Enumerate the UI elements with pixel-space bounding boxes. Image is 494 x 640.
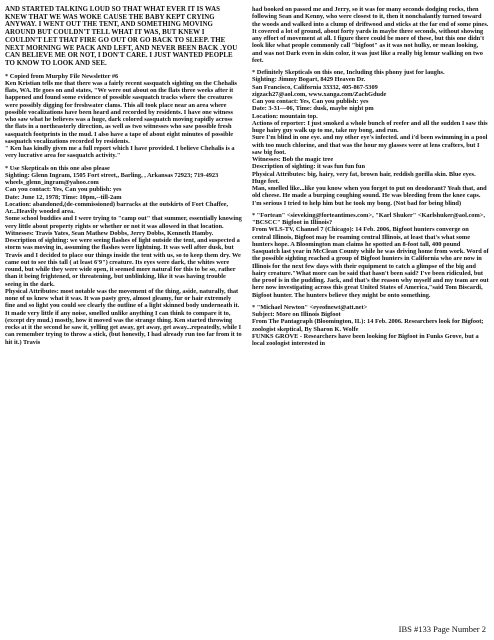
- sighting2-smell: Man, smelled like...like you know when you forget to put on deodorant? Yeah that, and old cheese. He made a burping coughing sound. He was bleeding from the knee caps. I'm serious I tried to help him but he took my bong. (Not bad for being blind): [252, 185, 487, 207]
- sighting2-contact: Can you contact: Yes, Can you publish: yes: [252, 98, 369, 105]
- phony-note: * Definitely Skepticals on this one, Including this phony just for laughs.: [252, 69, 445, 76]
- camp-paragraph: Some school buddies and I were trying to "camp out" that summer, essentially knowing very little about property rights or whether or not it was allowed in that location.: [5, 215, 242, 230]
- sighting-header: Sighting: Glenn Ingram, 1505 Fort street,, Barling, , Arkansas 72923; 719-4923: [5, 171, 219, 179]
- sighting2-date: Date: 3-31—06, Time: dusk, maybe night pm: [252, 105, 374, 113]
- story-ending: AND STARTED TALKING LOUD SO THAT WHAT EVER IT IS WAS KNEW THAT WE WAS WOKE CAUSE THE BABY KEPT CRYING ANYWAY. I WENT OUT THE TENT, AND SOMETHING MOVING AROUND BUT COULDN'T TELL WHAT IT WAS, BUT KNEW I COULDN'T LET THAT FIRE GO OUT OR GO BACK TO SLEEP. THE NEXT MORNING WE PACK AND LEFT, AND NEVER BEEN BACK .YOU CAN BELIEVE ME OR NOT, I DON'T CARE. I JUST WANTED PEOPLE TO KNOW TO LOOK AND SEE.: [5, 6, 238, 67]
- description-paragraph: Description of sighting: we were seeing flashes of light outside the tent, and suspected a storm was moving in, assuming the flashes were lightning. It was well after dusk, but Travis and I decided to place our things inside the tent with us, so to keep them dry. We came out to see this tall ( at least 6'9") creature. Its eyes were dark, the whites were round, but while they were wide open, it seemed more natural for this to be so, rather than it being frightened, or threatening, but unblinking, like it was having trouble seeing in the dark.: [5, 237, 241, 288]
- source-note: * Copied from Murphy File Newsletter #6: [5, 72, 119, 80]
- sighting2-physical: Physical Attributes: big, hairy, very fat, brown hair, reddish gorilla skin. Blue eyes. Huge feet.: [252, 170, 476, 185]
- fortean-header: * "Fortean" <sieveking@forteantimes.com>, "Karl Shuker" <Karlshuker@aol.com>, "BCSCC" Bigfoot in Illinois?: [252, 211, 485, 226]
- chehalis-conclusion: " Ken has kindly given me a full report which I have provided. I believe Chehalis is a very lucrative area for sasquatch activity.": [5, 145, 235, 160]
- wls-report: From WLS-TV, Channel 7 (Chicago): 14 Feb. 2006, Bigfoot hunters converge on central Illinois, Bigfoot may be roaming central Illinois, at least that's what some hunters hope. A Bloomington man claims he spotted an 8-foot tall, 400 pound Sasquatch last year in McClean County while he was driving home from work. Word of the possible sighting reached a group of Bigfoot hunters in California who are now in Illinois for the next few days with their equipment to catch a glimpse of the big and hairy creature."What more can be said that hasn't been said? I've been ridiculed, but the proof is in the pudding. Jack, and that's the reason why myself and my team are out here now investigating across this great United States of America,"said Tom Biscardi, Bigfoot hunter. The hunters believe they might be onto something.: [252, 226, 489, 299]
- location-line: Location: abandoned,(de-commissioned) barracks at the outskirts of Fort Chaffee, Ar...Heavily wooded area.: [5, 200, 229, 216]
- newton-subject: Subject: More on Illinois Bigfoot: [252, 311, 341, 318]
- newton-header: * "Michael Newton" <eyeofnewt@att.net>: [252, 303, 368, 311]
- witnesses-line: Witnesses: Travis Yates, Sean Mathew Dobbs, Jerry Dobbs, Kenneth Hamby.: [5, 229, 214, 237]
- sighting2-blind: Sure I'm blind in one eye. and my other eye's infected. and i'd been swimming in a pool with too much chlorine, and that was the hour my glasses were at lens crafters, but I saw big foot.: [252, 134, 488, 156]
- sighting2-location: Location: mountain top.: [252, 112, 318, 120]
- sighting2-witnesses: Witnesses: Bob the magic tree: [252, 156, 334, 163]
- sighting2-description: Description of sighting: it was fun fun fun: [252, 163, 365, 171]
- left-column: [5, 6, 242, 618]
- pantagraph-report: From The Pantagraph (Bloomington, IL): 14 Feb. 2006. Researchers look for Bigfoot; zoologist skeptical, By Sharon K. Wolfe: [252, 318, 484, 333]
- sighting2-address: San Francisco, California 33332, 405-867-5309: [252, 83, 378, 91]
- page-footer: IBS #133 Page Number 2: [398, 624, 486, 634]
- contact-line: Can you contact: Yes, Can you publish: yes: [5, 186, 122, 194]
- right-column: [252, 6, 489, 618]
- chehalis-report: Ken Kristian tells me that there was a fairly recent sasquatch sighting on the Chehalis flats, WA. He goes on and states, "We were out about on the flats three weeks after it happened and found some evidence of possible sasquatch tracks where the creatures were possibly digging for freshwater clams. This all took place near an area where possible vocalizations have been heard and recorded by residents. I have one witness who saw what he believes was a huge, dark colored sasquatch moving rapidly across the flats in a northeasterly direction, as well as two witnesses who saw possible fresh sasquatch footprints in the mud. I also have a tape of about eight minutes of possible sasquatch vocalizations recorded by residents.: [5, 79, 238, 145]
- skeptical-note: * Use Skepticals on this one also please: [5, 164, 110, 172]
- physical-attributes-paragraph: Physical Attributes: most notable was the movement of the thing, aside, naturally, that none of us knew what it was. It was pasty grey, almost gleamy, fur or hair extremely fine and so light you could see clearly the outline of a light skinned body underneath it. It made very little if any noise, smelled unlike anything I can think to compare it to, (except dry mud.) mostly, how it moved was the strange thing. Ken started throwing rocks at it the second he saw it, yelling get away, get away, get away...repeatedly, while I can remember trying to throw a stick, (but honestly, I had already run too far from it to hit it.) Travis: [5, 287, 242, 346]
- funks-grove-paragraph: FUNKS GROVE - Researchers have been looking for Bigfoot in Funks Grove, but a local zoologist interested in: [252, 332, 479, 347]
- sighting-email: wheels_glenn_ingram@yahoo.com: [5, 179, 99, 187]
- sighting2-email: zigzach27@aol.com, www.xanga.com/ZachGdude: [252, 90, 387, 98]
- sighting2-actions: Actions of reporter: I just smoked a whole bunch of reefer and all the sudden I saw this huge hairy guy walk up to me, take my bong, and run.: [252, 119, 488, 134]
- story-continuation: had booked on passed me and Jerry, so it was for many seconds dodging rocks, then following Sean and Kenny, who were closest to it, then it nonchalantly turned toward the woods and walked into a clump of driftwood and sticks at the far end of some pines. It covered a lot of ground, about forty yards in maybe three seconds, without showing any effort of movement at all. I figure there could be more of these, but this one didn't look like what people commonly call "bigfoot" as it was not hulky, or mean looking, and was not Dark even in skin color, it was just like a really big lemur walking on two feet.: [252, 6, 489, 64]
- sighting2-header: Sighting: Jimmy Bogart, 8429 Heaven Dr.: [252, 76, 366, 84]
- date-line: Date: June 12, 1978; Time: 10pm,--till-2am: [5, 193, 122, 201]
